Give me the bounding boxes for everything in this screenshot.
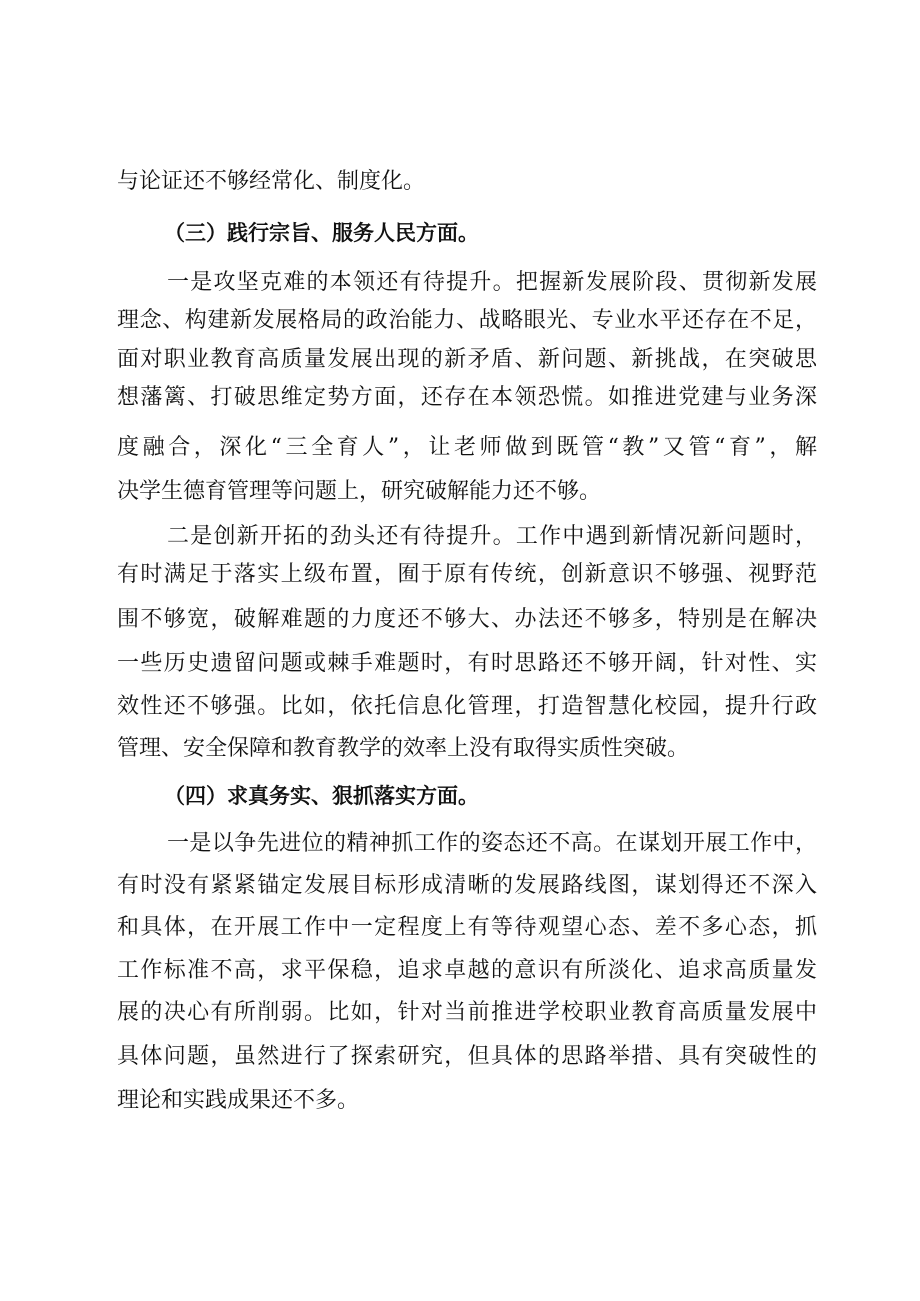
paragraph-line: 围不够宽，破解难题的力度还不够大、办法还不够多，特别是在解决	[117, 607, 817, 632]
paragraph-line: 想藩篱、打破思维定势方面，还存在本领恐慌。如推进党建与业务深	[117, 385, 817, 410]
paragraph-line: 管理、安全保障和教育教学的效率上没有取得实质性突破。	[117, 736, 690, 761]
paragraph-line: 一些历史遗留问题或棘手难题时，有时思路还不够开阔，针对性、实	[117, 651, 817, 676]
paragraph-line: 决学生德育管理等问题上，研究破解能力还不够。	[117, 479, 602, 504]
paragraph-line: 二是创新开拓的劲头还有待提升。工作中遇到新情况新问题时，	[167, 524, 817, 549]
paragraph-line: 理念、构建新发展格局的政治能力、战略眼光、专业水平还存在不足，	[117, 308, 817, 333]
paragraph-line: 一是以争先进位的精神抓工作的姿态还不高。在谋划开展工作中，	[167, 831, 817, 856]
paragraph-line: 具体问题，虽然进行了探索研究，但具体的思路举措、具有突破性的	[117, 1044, 817, 1069]
paragraph-line: 一是攻坚克难的本领还有待提升。把握新发展阶段、贯彻新发展	[167, 270, 817, 295]
paragraph-line: 工作标准不高，求平保稳，追求卓越的意识有所淡化、追求高质量发	[117, 958, 817, 983]
paragraph-line: 度融合，深化“三全育人”，让老师做到既管“教”又管“育”，解	[117, 435, 817, 460]
paragraph-line: 面对职业教育高质量发展出现的新矛盾、新问题、新挑战，在突破思	[117, 347, 817, 372]
section-heading-four: （四）求真务实、狠抓落实方面。	[164, 784, 479, 808]
paragraph-line: 和具体，在开展工作中一定程度上有等待观望心态、差不多心态，抓	[117, 915, 817, 940]
paragraph-line: 理论和实践成果还不多。	[117, 1088, 360, 1113]
paragraph-line: 有时没有紧紧锚定发展目标形成清晰的发展路线图，谋划得还不深入	[117, 873, 817, 898]
section-heading-three: （三）践行宗旨、服务人民方面。	[164, 221, 479, 245]
paragraph-line: 展的决心有所削弱。比如，针对当前推进学校职业教育高质量发展中	[117, 1000, 817, 1025]
paragraph-line: 与论证还不够经常化、制度化。	[117, 169, 426, 194]
paragraph-line: 有时满足于落实上级布置，囿于原有传统，创新意识不够强、视野范	[117, 562, 817, 587]
paragraph-line: 效性还不够强。比如，依托信息化管理，打造智慧化校园，提升行政	[117, 694, 817, 719]
